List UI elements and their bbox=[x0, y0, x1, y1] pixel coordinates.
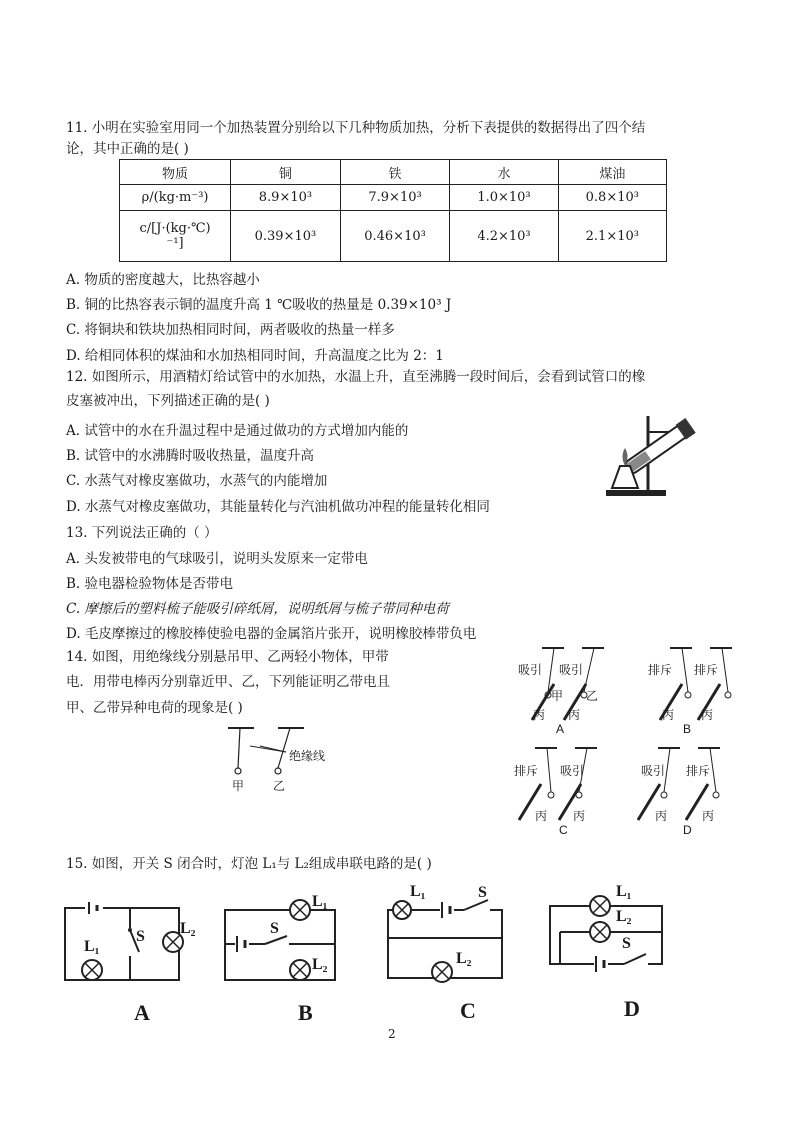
q14-stem-line2: 电．用带电棒丙分别靠近甲、乙，下列能证明乙带电且 bbox=[66, 674, 390, 690]
q11-stem-line2: 论，其中正确的是( ) bbox=[66, 141, 189, 157]
panel-d-bing-left: 丙 bbox=[655, 809, 668, 823]
circuit-c-l2: L₂ bbox=[456, 950, 472, 967]
table-row bbox=[120, 211, 667, 262]
q13-option-c: C. 摩擦后的塑料梳子能吸引碎纸屑，说明纸屑与梳子带同种电荷 bbox=[66, 601, 449, 617]
q11-data-table bbox=[119, 159, 667, 262]
q13-option-b: B. 验电器检验物体是否带电 bbox=[66, 576, 234, 592]
test-tube-heating-figure bbox=[600, 408, 710, 500]
panel-a-bing-right: 丙 bbox=[568, 708, 581, 722]
q13-option-d: D. 毛皮摩擦过的橡胶棒使验电器的金属箔片张开，说明橡胶棒带负电 bbox=[66, 626, 477, 642]
circuit-c bbox=[380, 890, 510, 988]
panel-c-attract: 吸引 bbox=[560, 764, 585, 778]
panel-d-letter: D bbox=[683, 823, 692, 837]
q12-option-c: C. 水蒸气对橡皮塞做功，水蒸气的内能增加 bbox=[66, 473, 328, 489]
table-row-label: ρ/(kg·m⁻³) bbox=[120, 185, 231, 211]
q13-stem: 13. 下列说法正确的（ ） bbox=[66, 525, 218, 541]
page-number: 2 bbox=[388, 1027, 396, 1041]
q12-option-b: B. 试管中的水沸腾时吸收热量，温度升高 bbox=[66, 448, 315, 464]
q11-stem-line1: 11. 小明在实验室用同一个加热装置分别给以下几种物质加热，分析下表提供的数据得出了四个结 bbox=[66, 120, 646, 136]
circuit-d bbox=[540, 890, 670, 980]
q13-option-a: A. 头发被带电的气球吸引，说明头发原来一定带电 bbox=[66, 551, 368, 567]
circuit-d-letter: D bbox=[624, 996, 640, 1021]
panel-b-bing-right: 丙 bbox=[701, 708, 714, 722]
q11-option-b: B. 铜的比热容表示铜的温度升高 1 ℃吸收的热量是 0.39×10³ J bbox=[66, 297, 452, 313]
q11-option-c: C. 将铜块和铁块加热相同时间，两者吸收的热量一样多 bbox=[66, 322, 395, 338]
circuit-d-s: S bbox=[622, 935, 631, 952]
jia-label: 甲 bbox=[232, 779, 245, 793]
panel-b-repel-left: 排斥 bbox=[648, 663, 673, 677]
table-header-cell: 铁 bbox=[340, 160, 450, 185]
circuit-a-l1: L₁ bbox=[84, 938, 100, 955]
table-header-cell: 铜 bbox=[231, 160, 341, 185]
panel-b-letter: B bbox=[683, 722, 692, 736]
circuit-b-l1: L₁ bbox=[312, 893, 328, 910]
panel-a-yi: 乙 bbox=[586, 689, 599, 703]
panel-a-attract-left: 吸引 bbox=[518, 663, 543, 677]
q11-option-d: D. 给相同体积的煤油和水加热相同时间，升高温度之比为 2：1 bbox=[66, 348, 444, 364]
circuit-b-l2: L₂ bbox=[312, 956, 328, 973]
circuit-a-letter: A bbox=[134, 1000, 150, 1025]
circuit-c-letter: C bbox=[460, 998, 476, 1023]
thread-jia bbox=[238, 728, 240, 768]
table-cell: 4.2×10³ bbox=[450, 211, 558, 262]
circuit-a bbox=[55, 898, 195, 988]
q14-panel-c-figure bbox=[505, 744, 605, 824]
panel-b-bing-left: 丙 bbox=[662, 708, 675, 722]
panel-d-repel: 排斥 bbox=[686, 764, 711, 778]
stand-base bbox=[606, 490, 666, 496]
q12-stem-line2: 皮塞被冲出，下列描述正确的是( ) bbox=[66, 393, 270, 409]
yi-label: 乙 bbox=[273, 779, 286, 793]
q12-option-a: A. 试管中的水在升温过程中是通过做功的方式增加内能的 bbox=[66, 423, 409, 439]
circuit-c-s: S bbox=[478, 884, 487, 901]
table-row-label-line2: ⁻¹] bbox=[166, 236, 184, 251]
circuit-a-l2: L₂ bbox=[180, 920, 196, 937]
q14-stem-line3: 甲、乙带异种电荷的现象是( ) bbox=[66, 700, 243, 716]
panel-c-bing-right: 丙 bbox=[573, 809, 586, 823]
table-cell: 0.8×10³ bbox=[558, 185, 666, 211]
q15-stem: 15. 如图，开关 S 闭合时，灯泡 L₁与 L₂组成串联电路的是( ) bbox=[66, 856, 432, 872]
panel-a-jia: 甲 bbox=[551, 689, 564, 703]
circuit-a-s: S bbox=[136, 928, 145, 945]
table-row bbox=[120, 185, 667, 211]
panel-c-bing-left: 丙 bbox=[535, 809, 548, 823]
panel-c-letter: C bbox=[559, 823, 568, 837]
table-cell: 8.9×10³ bbox=[231, 185, 341, 211]
test-tube bbox=[621, 418, 695, 477]
panel-c-repel: 排斥 bbox=[514, 764, 539, 778]
table-cell: 0.46×10³ bbox=[340, 211, 450, 262]
panel-d-attract: 吸引 bbox=[641, 764, 666, 778]
table-cell: 2.1×10³ bbox=[558, 211, 666, 262]
q14-panel-a-figure bbox=[512, 644, 612, 724]
q12-stem-line1: 12. 如图所示，用酒精灯给试管中的水加热，水温上升，直至沸腾一段时间后，会看到试管口的橡 bbox=[66, 369, 646, 385]
table-cell: 1.0×10³ bbox=[450, 185, 558, 211]
table-header-cell: 物质 bbox=[120, 160, 231, 185]
panel-b-repel-right: 排斥 bbox=[694, 663, 719, 677]
table-cell: 0.39×10³ bbox=[231, 211, 341, 262]
table-row-label-line1: c/[J·(kg·℃) bbox=[139, 221, 211, 236]
circuit-b-letter: B bbox=[298, 1000, 313, 1025]
circuit-c-l1: L₁ bbox=[410, 883, 426, 900]
panel-a-letter: A bbox=[556, 722, 565, 736]
circuit-b-s: S bbox=[270, 920, 279, 937]
table-header-row bbox=[120, 160, 667, 185]
panel-d-bing-right: 丙 bbox=[702, 809, 715, 823]
table-row-label bbox=[120, 211, 231, 262]
panel-a-bing-left: 丙 bbox=[533, 708, 546, 722]
ball-jia bbox=[235, 768, 241, 774]
table-cell: 7.9×10³ bbox=[340, 185, 450, 211]
circuit-b bbox=[215, 898, 350, 988]
ball-yi bbox=[275, 768, 281, 774]
table-header-cell: 煤油 bbox=[558, 160, 666, 185]
q14-panel-b-figure bbox=[640, 644, 740, 724]
q14-stem-line1: 14. 如图，用绝缘线分别悬吊甲、乙两轻小物体，甲带 bbox=[66, 649, 389, 665]
q12-option-d: D. 水蒸气对橡皮塞做功，其能量转化与汽油机做功冲程的能量转化相同 bbox=[66, 499, 490, 515]
q11-option-a: A. 物质的密度越大，比热容越小 bbox=[66, 272, 260, 288]
circuit-d-l2: L₂ bbox=[616, 908, 632, 925]
circuit-d-l1: L₁ bbox=[616, 883, 632, 900]
insulator-label: 绝缘线 bbox=[289, 749, 326, 763]
table-header-cell: 水 bbox=[450, 160, 558, 185]
panel-a-attract-right: 吸引 bbox=[559, 663, 584, 677]
